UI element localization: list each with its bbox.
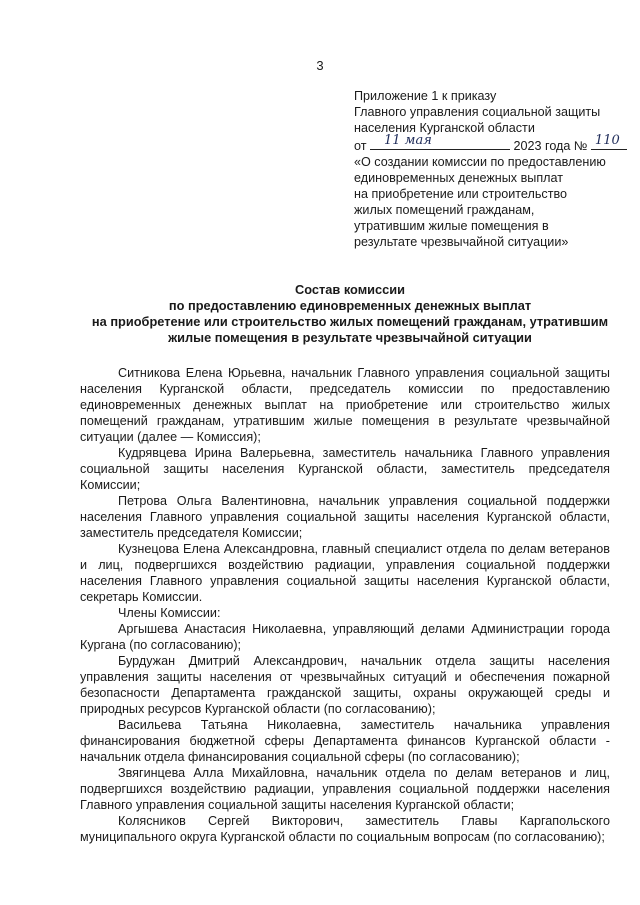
appendix-line: Главного управления социальной защиты [354,105,601,119]
appendix-subject-line: утратившим жилые помещения в [354,219,549,233]
appendix-header [354,88,626,250]
commission-members-list [80,365,610,845]
page-number: 3 [316,58,324,73]
handwritten-number: 110 [594,133,620,148]
number-fill-line [591,133,627,150]
document-title [60,282,640,346]
title-line: по предоставлению единовременных денежных выплат [168,298,532,313]
appendix-subject-line: на приобретение или строительство [354,187,568,201]
appendix-subject-line: результате чрезвычайной ситуации» [354,235,569,249]
appendix-date-line [354,133,626,154]
appendix-subject-line: жилых помещений гражданам, [354,203,535,217]
member-entry: Васильева Татьяна Николаевна, заместитель начальника управления финансирования бюджетной сферы Департамента финансов Курганской области - начальник отдела финансирования социальной сферы (по согласованию); [80,718,610,764]
handwritten-date: 11 мая [384,133,432,148]
member-deputy-chairman: Петрова Ольга Валентиновна, начальник управления социальной поддержки населения Главного управления социальной защиты населения Курганской области, заместитель председателя Комиссии; [80,494,610,540]
appendix-line: Приложение 1 к приказу [354,89,497,103]
member-entry: Бурдужан Дмитрий Александрович, начальник отдела защиты населения управления защиты населения от чрезвычайных ситуаций и обеспечения пожарной безопасности Департамента гражданской защиты, охраны окружающей среды и природных ресурсов Курганской области (по согласованию); [80,654,610,716]
date-prefix: от [354,139,367,153]
member-secretary: Кузнецова Елена Александровна, главный специалист отдела по делам ветеранов и лиц, подвергшихся воздействию радиации, управления социальной поддержки населения Главного управления социальной защиты населения Курганской области, секретарь Комиссии. [80,542,610,604]
title-line: на приобретение или строительство жилых помещений гражданам, утратившим [91,314,609,329]
member-entry: Звягинцева Алла Михайловна, начальник отдела по делам ветеранов и лиц, подвергшихся воздействию радиации, управления социальной поддержки населения Главного управления социальной защиты населения Курганской области; [80,766,610,812]
members-heading: Члены Комиссии: [118,606,221,620]
title-line: жилые помещения в результате чрезвычайной ситуации [168,330,532,345]
member-deputy-chairman: Кудрявцева Ирина Валерьевна, заместитель начальника Главного управления социальной защиты населения Курганской области, заместитель председателя Комиссии; [80,446,610,492]
year-text: 2023 года № [513,139,588,153]
member-chairman: Ситникова Елена Юрьевна, начальник Главного управления социальной защиты населения Курганской области, председатель комиссии по предоставлению единовременных денежных выплат на приобретение или строительство жилых помещений гражданам, утратившим жилые помещения в результате чрезвычайной ситуации (далее — Комиссия); [80,366,610,444]
appendix-line: населения Курганской области [354,121,535,135]
title-line: Состав комиссии [295,282,405,297]
appendix-subject-line: «О создании комиссии по предоставлению [354,155,606,169]
member-entry: Колясников Сергей Викторович, заместитель Главы Каргапольского муниципального округа Курганской области по социальным вопросам (по согласованию); [80,814,610,844]
date-fill-line [370,133,510,150]
appendix-subject-line: единовременных денежных выплат [354,171,563,185]
member-entry: Аргышева Анастасия Николаевна, управляющий делами Администрации города Кургана (по согласованию); [80,622,610,652]
